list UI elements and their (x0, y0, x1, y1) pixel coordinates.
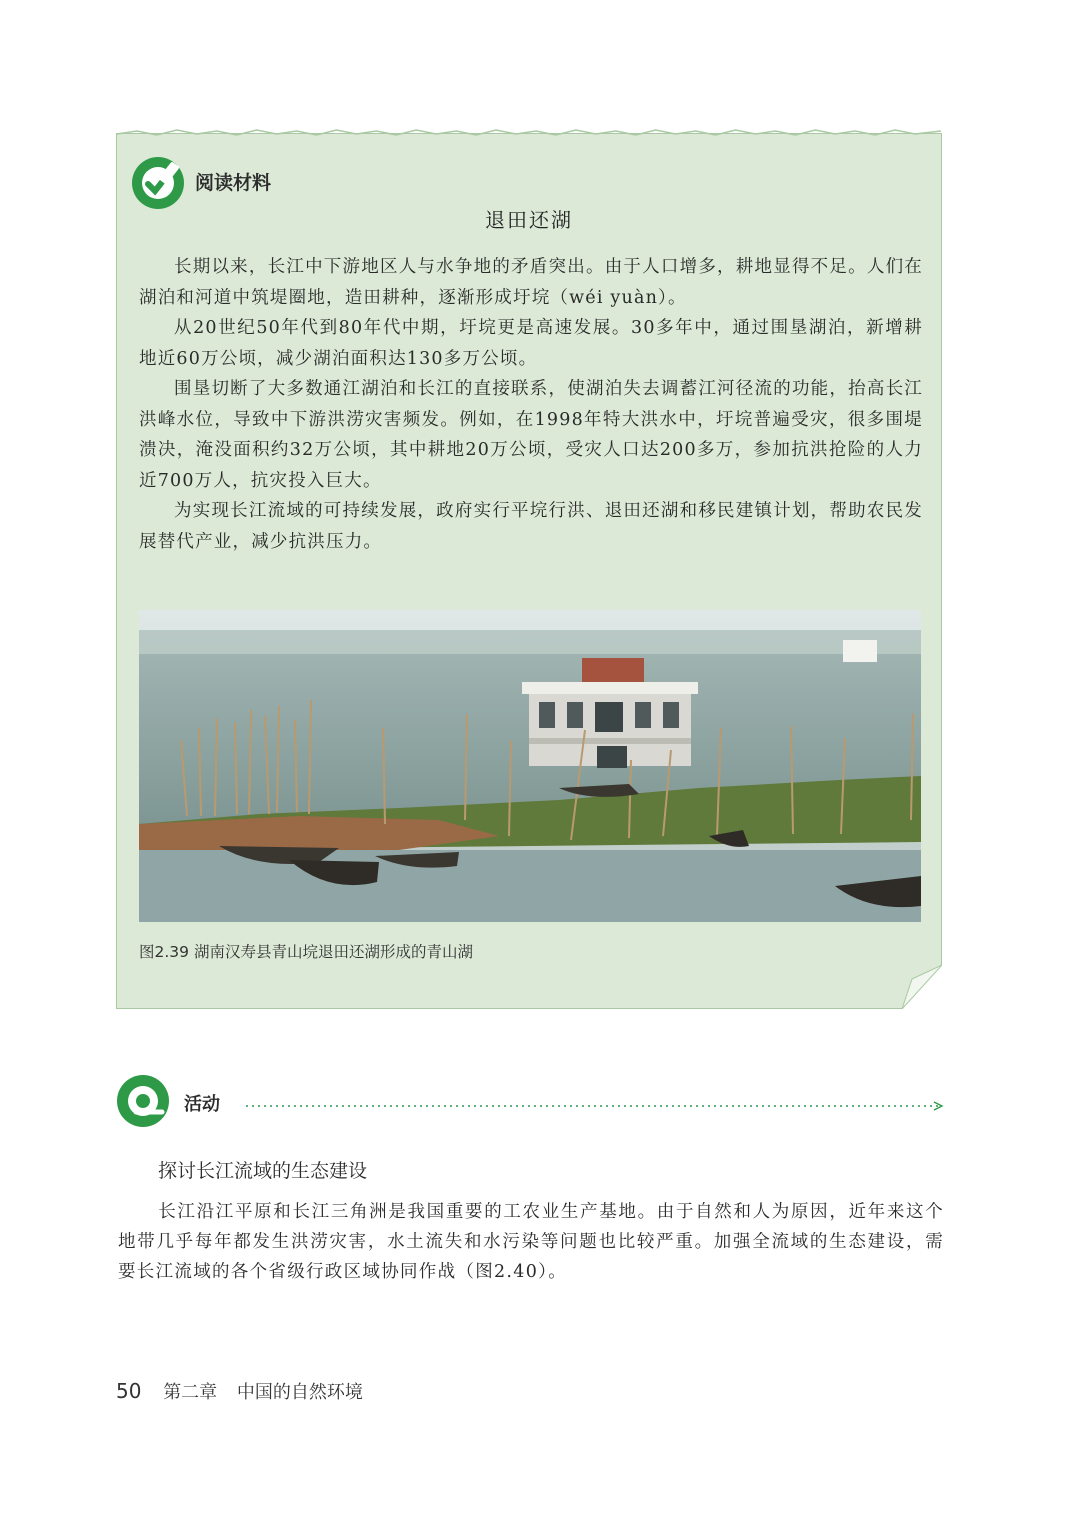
article-paragraph: 长期以来，长江中下游地区人与水争地的矛盾突出。由于人口增多，耕地显得不足。人们在湖泊和河道中筑堤圈地，造田耕种，逐渐形成圩垸（wéi yuàn）。 (139, 257, 923, 308)
page-number: 50 (116, 1379, 142, 1403)
article-title: 退田还湖 (485, 208, 573, 232)
reading-material-label: 阅读材料 (195, 172, 272, 194)
dotted-arrow-divider (246, 1101, 946, 1111)
pencil-check-icon (131, 156, 185, 210)
chapter-number: 第二章 (163, 1382, 218, 1403)
activity-label: 活动 (184, 1094, 220, 1115)
activity-body (118, 1197, 944, 1287)
torn-edge-decoration (117, 128, 941, 138)
lake-photo (139, 610, 921, 922)
page-fold-decoration (902, 965, 942, 1009)
chapter-title: 中国的自然环境 (236, 1382, 363, 1403)
reading-material-box (116, 133, 942, 1009)
article-paragraph: 从20世纪50年代到80年代中期，圩垸更是高速发展。30多年中，通过围垦湖泊，新增耕地近60万公顷，减少湖泊面积达130多万公顷。 (139, 318, 923, 369)
activity-paragraph: 长江沿江平原和长江三角洲是我国重要的工农业生产基地。由于自然和人为原因，近年来这个地带几乎每年都发生洪涝灾害，水土流失和水污染等问题也比较严重。加强全流域的生态建设，需要长江流域的各个省级行政区域协同作战（图2.40）。 (118, 1202, 944, 1282)
article-body (139, 252, 923, 557)
article-paragraph: 围垦切断了大多数通江湖泊和长江的直接联系，使湖泊失去调蓄江河径流的功能，抬高长江洪峰水位，导致中下游洪涝灾害频发。例如，在1998年特大洪水中，圩垸普遍受灾，很多围堤溃决，淹没面积约32万公顷，其中耕地20万公顷，受灾人口达200多万，参加抗洪抢险的人力近700万人，抗灾投入巨大。 (139, 379, 923, 491)
page-footer (116, 1378, 377, 1404)
figure-caption: 图2.39 湖南汉寿县青山垸退田还湖形成的青山湖 (139, 943, 473, 961)
activity-heading: 探讨长江流域的生态建设 (158, 1160, 368, 1182)
activity-icon (116, 1074, 170, 1128)
article-paragraph: 为实现长江流域的可持续发展，政府实行平垸行洪、退田还湖和移民建镇计划，帮助农民发展替代产业，减少抗洪压力。 (139, 501, 923, 552)
